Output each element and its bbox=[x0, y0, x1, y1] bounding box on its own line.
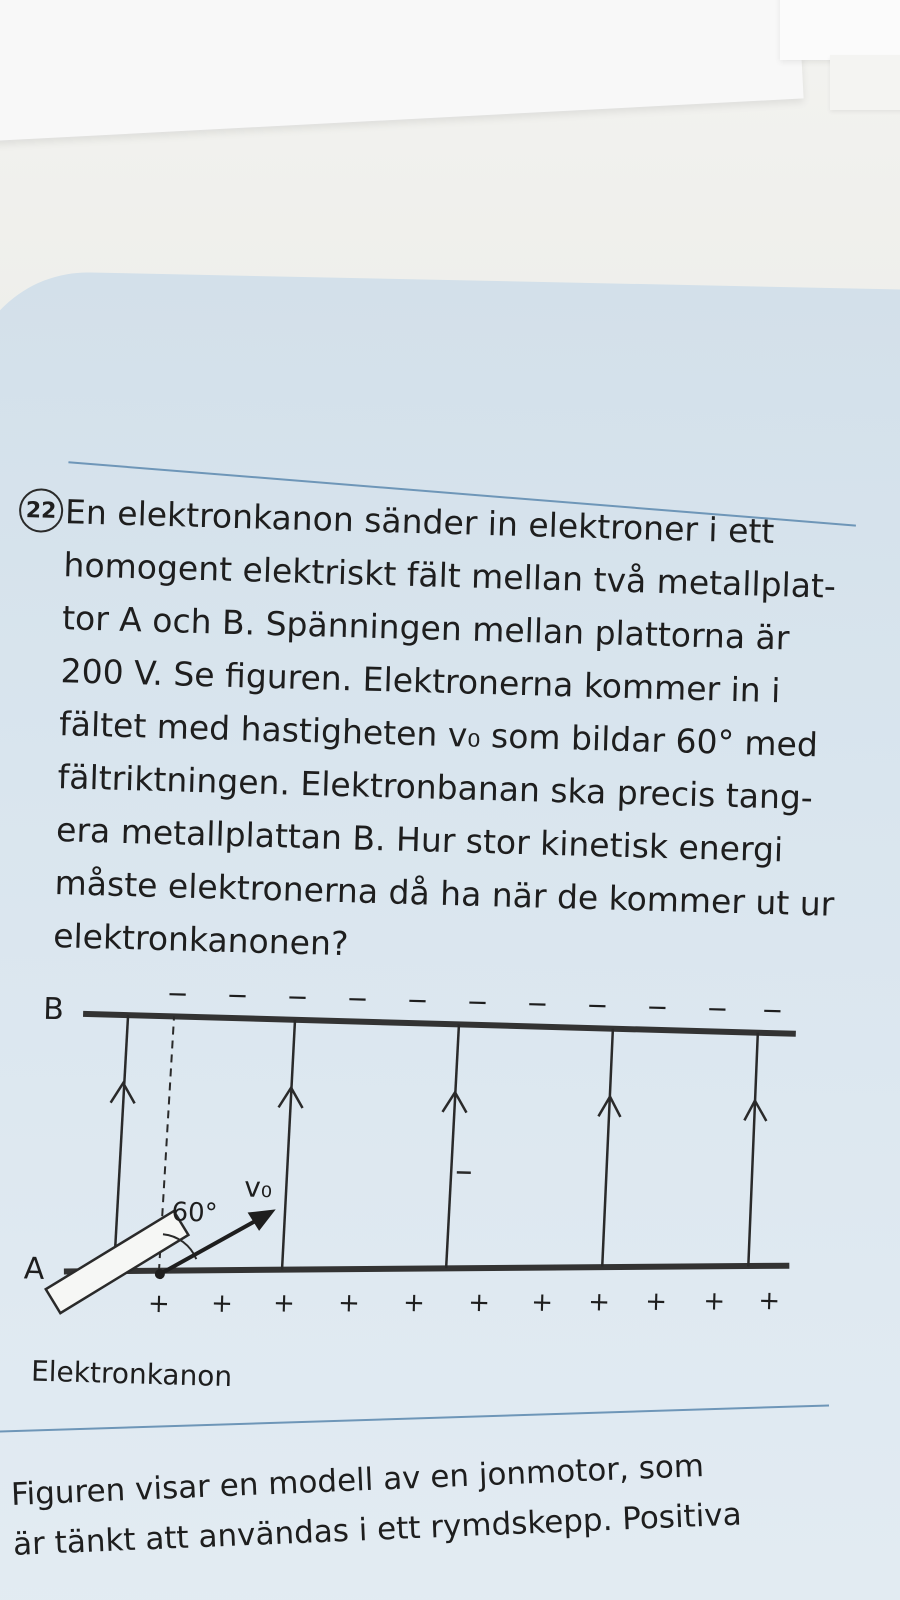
minus-sign: − bbox=[286, 982, 309, 1014]
velocity-label: v₀ bbox=[243, 1170, 273, 1205]
minus-sign: − bbox=[706, 994, 729, 1025]
plus-sign: + bbox=[530, 1287, 554, 1319]
problem-number: 22 bbox=[25, 497, 57, 524]
angle-label: 60° bbox=[171, 1197, 219, 1229]
bottom-divider-rule bbox=[0, 1404, 829, 1433]
problem-line: måste elektronerna då ha när de kommer ut ur bbox=[54, 863, 835, 924]
minus-sign: − bbox=[166, 979, 189, 1010]
problem-line: homogent elektriskt fält mellan två metallplat- bbox=[63, 545, 837, 606]
plate-b bbox=[83, 1014, 796, 1034]
minus-sign: − bbox=[646, 992, 669, 1024]
plus-sign: + bbox=[147, 1288, 171, 1320]
field-line bbox=[740, 1032, 769, 1267]
field-diagram bbox=[0, 967, 892, 1392]
plus-sign: + bbox=[337, 1288, 361, 1319]
problem-line: En elektronkanon sänder in elektroner i ett bbox=[64, 492, 775, 551]
problem-number-badge bbox=[19, 488, 64, 533]
next-problem-line: är tänkt att användas i ett rymdskepp. Positiva bbox=[12, 1496, 743, 1563]
problem-line: era metallplattan B. Hur stor kinetisk energi bbox=[55, 810, 784, 870]
plus-sign: + bbox=[587, 1287, 611, 1318]
plus-sign: + bbox=[210, 1288, 234, 1320]
problem-line: tor A och B. Spänningen mellan plattorna är bbox=[61, 598, 790, 658]
minus-sign: − bbox=[526, 989, 549, 1020]
figure-caption: Elektronkanon bbox=[30, 1354, 233, 1394]
problem-line: 200 V. Se figuren. Elektronerna kommer in i bbox=[60, 651, 781, 711]
problem-line: fältet med hastigheten v₀ som bildar 60° med bbox=[58, 704, 819, 765]
minus-sign: − bbox=[346, 984, 369, 1015]
plate-b-label: B bbox=[42, 991, 65, 1028]
minus-sign: − bbox=[466, 987, 489, 1019]
plus-sign: + bbox=[402, 1287, 426, 1319]
field-line bbox=[594, 1028, 623, 1267]
problem-line: fältriktningen. Elektronbanan ska precis tang- bbox=[57, 757, 814, 818]
plate-a-label: A bbox=[23, 1251, 45, 1287]
problem-line: elektronkanonen? bbox=[52, 916, 349, 964]
plus-sign: + bbox=[702, 1286, 726, 1317]
minus-sign: − bbox=[406, 985, 429, 1017]
minus-sign: − bbox=[586, 990, 609, 1022]
field-line bbox=[438, 1024, 475, 1269]
field-line bbox=[274, 1019, 305, 1270]
plate-a-charges bbox=[148, 1269, 781, 1337]
field-line bbox=[106, 1015, 137, 1272]
plus-sign: + bbox=[757, 1285, 781, 1317]
problem-text bbox=[53, 485, 856, 984]
plus-sign: + bbox=[272, 1288, 296, 1319]
minus-sign: − bbox=[761, 995, 784, 1027]
plus-sign: + bbox=[644, 1286, 668, 1318]
minus-sign: − bbox=[226, 980, 249, 1012]
plus-sign: + bbox=[467, 1287, 491, 1319]
next-problem-line: Figuren visar en modell av en jonmotor, som bbox=[10, 1447, 705, 1513]
